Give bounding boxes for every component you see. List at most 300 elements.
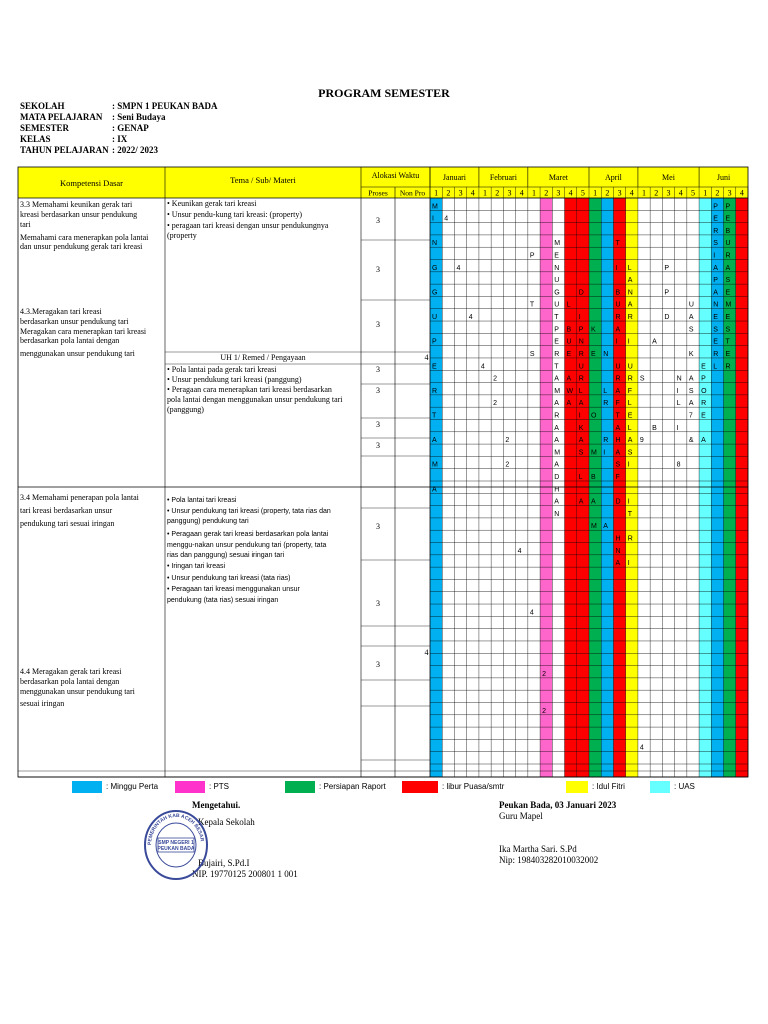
tema-text: menggu-nakan unsur pendukung tari (property, tata <box>167 542 327 549</box>
week-cell-mark: A <box>627 437 633 445</box>
proses-value: 3 <box>376 660 380 669</box>
week-number: 3 <box>617 188 622 198</box>
meta-key: SEKOLAH <box>20 101 65 111</box>
week-cell-mark: R <box>554 350 560 358</box>
week-number: 1 <box>593 188 598 198</box>
tema-text: • Iringan tari kreasi <box>167 563 226 570</box>
week-cell-mark: E <box>713 215 718 223</box>
week-cell-mark: I <box>615 264 618 272</box>
week-cell-mark: G <box>432 289 438 297</box>
week-cell-mark: E <box>701 363 706 371</box>
week-number: 2 <box>605 188 610 198</box>
week-number: 2 <box>495 188 500 198</box>
month-label: Maret <box>548 173 568 182</box>
legend-label: : Persiapan Raport <box>319 782 386 791</box>
week-cell-mark: N <box>554 264 560 272</box>
week-cell-mark: L <box>676 400 681 408</box>
week-cell-mark: U <box>615 363 621 371</box>
week-cell-mark: D <box>664 314 670 322</box>
week-number: 2 <box>544 188 549 198</box>
week-cell-mark: R <box>627 535 633 543</box>
week-cell-mark: 4 <box>456 264 461 272</box>
week-cell-mark: T <box>615 412 620 420</box>
week-number: 4 <box>470 188 475 198</box>
week-cell-mark: A <box>554 400 559 408</box>
kd-text: 4.4 Meragakan gerak tari kreasi <box>20 667 122 676</box>
week-cell-mark: R <box>603 400 609 408</box>
week-cell-mark: U <box>615 301 621 309</box>
proses-value: 3 <box>376 320 380 329</box>
week-cell-mark: L <box>603 387 608 395</box>
meta-value: : Seni Budaya <box>112 112 166 122</box>
tema-text: • Peragaan gerak tari kreasi berdasarkan pola lantai <box>167 531 329 538</box>
week-cell-mark: M <box>554 240 561 248</box>
tema-text: • Keunikan gerak tari kreasi <box>167 199 257 208</box>
kd-text: 4.3.Meragakan tari kreasi <box>20 307 102 316</box>
kd-text: kreasi berdasarkan unsur pendukung <box>20 210 138 219</box>
meta-key: MATA PELAJARAN <box>20 112 103 122</box>
legend-swatch <box>402 781 438 793</box>
week-cell-mark: N <box>615 547 621 555</box>
tema-text: • peragaan tari kreasi dengan unsur pendukungnya <box>167 221 329 230</box>
week-number: 1 <box>434 188 439 198</box>
week-cell-mark: R <box>578 375 584 383</box>
week-cell-mark: T <box>432 412 437 420</box>
kd-text: menggunakan unsur pendukung tari <box>20 349 135 358</box>
week-cell-mark: S <box>688 326 694 334</box>
week-number: 3 <box>556 188 561 198</box>
week-cell-mark: S <box>725 277 731 285</box>
tema-text: (panggung) <box>167 405 204 414</box>
teacher-label: Guru Mapel <box>499 811 543 821</box>
week-cell-mark: R <box>554 412 560 420</box>
week-cell-mark: T <box>627 510 632 518</box>
tema-text: • Pola lantai pada gerak tari kreasi <box>167 365 277 374</box>
week-cell-mark: K <box>578 424 584 432</box>
week-cell-mark: U <box>566 338 572 346</box>
week-cell-mark: B <box>566 326 572 334</box>
kd-text: Meragakan cara menerapkan tari kreasi <box>20 327 147 336</box>
week-cell-mark: 4 <box>444 215 449 223</box>
meta-key: SEMESTER <box>20 123 70 133</box>
tema-text: • Unsur pendu-kung tari kreasi: (property) <box>167 210 302 219</box>
week-cell-mark: A <box>578 437 584 445</box>
week-number: 3 <box>727 188 732 198</box>
week-cell-mark: R <box>713 350 719 358</box>
week-cell-mark: U <box>627 363 633 371</box>
week-cell-mark: S <box>713 326 718 334</box>
meta-key: TAHUN PELAJARAN <box>20 145 109 155</box>
week-number: 5 <box>580 188 585 198</box>
week-cell-mark: A <box>615 424 621 432</box>
week-cell-mark: E <box>627 412 633 420</box>
week-cell-mark: P <box>664 289 670 297</box>
week-cell-mark: A <box>603 523 608 531</box>
kd-text: Memahami cara menerapkan pola lantai <box>20 233 149 242</box>
month-label: Februari <box>489 173 517 182</box>
week-cell-mark: U <box>554 301 560 309</box>
week-cell-mark: 8 <box>676 461 681 469</box>
proses-value: 3 <box>376 265 380 274</box>
week-cell-mark: D <box>615 498 621 506</box>
week-cell-mark: H <box>615 535 621 543</box>
week-cell-mark: N <box>603 350 609 358</box>
week-cell-mark: M <box>554 449 561 457</box>
week-cell-mark: L <box>578 474 583 481</box>
headmaster-nip: NIP. 19770125 200801 1 001 <box>192 869 298 879</box>
week-cell-mark: I <box>676 424 679 432</box>
week-cell-mark: E <box>713 338 718 346</box>
tema-text: pendukung (tata rias) sesuai iringan <box>167 597 279 604</box>
week-cell-mark: F <box>615 400 620 408</box>
week-cell-mark: P <box>664 264 670 272</box>
kd-text: berdasarkan pola lantai dengan <box>20 336 120 345</box>
week-cell-mark: I <box>627 461 630 469</box>
kd-text: berdasarkan pola lantai dengan <box>20 677 120 686</box>
week-cell-mark: M <box>591 449 597 457</box>
tema-text: • Unsur pendukung tari kreasi (tata rias) <box>167 575 291 582</box>
week-cell-mark: S <box>639 375 645 383</box>
week-cell-mark: A <box>652 338 657 346</box>
week-cell-mark: T <box>615 240 620 248</box>
week-cell-mark: R <box>713 227 719 235</box>
header-alokasi: Alokasi Waktu <box>371 171 420 180</box>
week-cell-mark: A <box>432 486 437 494</box>
kd-text: 3.4 Memahami penerapan pola lantai <box>20 493 139 502</box>
week-cell-mark: A <box>554 498 559 506</box>
teacher-name: Ika Martha Sari. S.Pd <box>499 844 577 854</box>
week-number: 4 <box>629 188 634 198</box>
school-stamp <box>143 808 209 882</box>
week-number: 3 <box>507 188 512 198</box>
week-cell-mark: E <box>591 350 596 358</box>
kd-text: tari <box>20 220 31 229</box>
week-cell-mark: N <box>578 338 584 346</box>
week-cell-mark: I <box>627 498 630 506</box>
week-cell-mark: 2 <box>505 461 510 469</box>
week-cell-mark: R <box>701 400 707 408</box>
week-number: 1 <box>483 188 488 198</box>
week-cell-mark: L <box>627 264 632 272</box>
meta-value: : SMPN 1 PEUKAN BADA <box>112 101 218 111</box>
kd-text: pendukung tari sesuai iringan <box>20 519 115 528</box>
week-cell-mark: A <box>615 560 621 568</box>
tema-text: • Peragaan tari kreasi menggunakan unsur <box>167 586 300 593</box>
week-cell-mark: R <box>725 363 731 371</box>
week-cell-mark: M <box>591 523 597 531</box>
week-cell-mark: 4 <box>639 744 644 752</box>
header-nonpro: Non Pro <box>399 188 426 198</box>
week-cell-mark: R <box>615 375 621 383</box>
legend-label: : Idul Fitri <box>592 782 625 791</box>
week-cell-mark: T <box>529 301 535 309</box>
week-cell-mark: N <box>432 240 438 248</box>
proses-value: 3 <box>376 365 380 374</box>
week-cell-mark: I <box>627 560 630 568</box>
week-cell-mark: P <box>529 252 535 260</box>
legend-label: : Minggu Perta <box>106 782 159 791</box>
week-cell-mark: A <box>578 498 584 506</box>
week-cell-mark: 4 <box>529 609 534 617</box>
stamp-ring-text: PEMERINTAH KAB ACEH BESAR <box>146 812 205 846</box>
week-cell-mark: E <box>725 215 731 223</box>
week-cell-mark: A <box>615 387 621 395</box>
week-cell-mark: D <box>554 474 560 481</box>
week-cell-mark: 2 <box>542 670 546 678</box>
week-cell-mark: E <box>725 350 731 358</box>
tema-text: • Unsur pendukung tari kreasi (panggung) <box>167 375 302 384</box>
week-cell-mark: H <box>554 486 560 494</box>
meta-value: : GENAP <box>112 123 149 133</box>
legend-swatch <box>285 781 315 793</box>
kd-text: dan unsur pendukung gerak tari kreasi <box>20 242 143 251</box>
week-cell-mark: I <box>578 412 581 420</box>
week-number: 5 <box>690 188 695 198</box>
proses-value: 3 <box>376 441 380 450</box>
week-cell-mark: B <box>725 227 731 235</box>
signature-right <box>499 800 616 866</box>
teacher-nip: Nip: 198403282010032002 <box>499 855 599 865</box>
week-cell-mark: 4 <box>480 363 485 371</box>
header-kd: Kompetensi Dasar <box>59 178 124 188</box>
week-cell-mark: S <box>529 350 535 358</box>
week-cell-mark: P <box>725 203 731 211</box>
proses-value: 3 <box>376 386 380 395</box>
week-cell-mark: A <box>713 289 718 297</box>
meta-key: KELAS <box>20 134 51 144</box>
week-cell-mark: I <box>432 215 434 223</box>
week-cell-mark: E <box>554 252 559 260</box>
header-tema: Tema / Sub/ Materi <box>230 175 296 185</box>
legend-label: : UAS <box>674 782 695 791</box>
week-number: 1 <box>642 188 647 198</box>
week-cell-mark: M <box>432 203 438 211</box>
week-cell-mark: A <box>627 277 633 285</box>
week-cell-mark: N <box>627 289 633 297</box>
week-cell-mark: P <box>578 326 584 334</box>
tema-text: panggung) pendukung tari <box>167 518 249 525</box>
month-label: Januari <box>442 173 467 182</box>
week-cell-mark: & <box>688 437 694 445</box>
legend-swatch <box>650 781 670 793</box>
week-cell-mark: P <box>713 203 718 211</box>
week-cell-mark: B <box>591 474 596 481</box>
week-cell-mark: S <box>615 461 621 469</box>
week-cell-mark: R <box>578 350 584 358</box>
week-cell-mark: I <box>578 314 581 322</box>
kd-text: 3.3 Memahami keunikan gerak tari <box>20 200 133 209</box>
legend-label: : libur Puasa/smtr <box>442 782 505 791</box>
acknowledged-label: Mengetahui. <box>192 800 241 810</box>
week-cell-mark: A <box>566 400 572 408</box>
week-cell-mark: E <box>432 363 437 371</box>
week-cell-mark: M <box>554 387 561 395</box>
week-cell-mark: E <box>725 314 731 322</box>
week-cell-mark: A <box>688 375 694 383</box>
week-cell-mark: L <box>566 301 571 309</box>
week-number: 2 <box>446 188 451 198</box>
week-cell-mark: A <box>432 437 437 445</box>
week-number: 3 <box>458 188 463 198</box>
week-cell-mark: A <box>554 375 559 383</box>
week-cell-mark: D <box>578 289 584 297</box>
week-cell-mark: O <box>591 412 597 420</box>
legend-label: : PTS <box>209 782 230 791</box>
week-cell-mark: 4 <box>517 547 522 555</box>
kd-text: menggunakan unsur pendukung tari <box>20 687 135 696</box>
week-cell-mark: H <box>615 437 621 445</box>
week-cell-mark: I <box>713 252 716 260</box>
week-cell-mark: P <box>713 277 718 285</box>
week-cell-mark: A <box>554 424 559 432</box>
week-cell-mark: O <box>701 387 707 395</box>
week-cell-mark: K <box>591 326 596 334</box>
tema-text: • Unsur pendukung tari kreasi (property, tata rias dan <box>167 508 331 515</box>
legend-swatch <box>72 781 102 793</box>
kd-text: tari kreasi berdasarkan unsur <box>20 506 113 515</box>
week-number: 2 <box>715 188 720 198</box>
week-cell-mark: R <box>627 375 633 383</box>
week-cell-mark: 4 <box>468 314 473 322</box>
week-number: 1 <box>703 188 708 198</box>
legend-swatch <box>175 781 205 793</box>
week-number: 2 <box>654 188 659 198</box>
week-cell-mark: R <box>432 387 438 395</box>
week-cell-mark: L <box>627 424 632 432</box>
page-title: PROGRAM SEMESTER <box>318 86 450 100</box>
week-cell-mark: L <box>713 363 718 371</box>
week-cell-mark: A <box>627 301 633 309</box>
week-cell-mark: A <box>688 400 694 408</box>
legend-swatch <box>566 781 588 793</box>
kd-text: sesuai iringan <box>20 699 65 708</box>
week-cell-mark: L <box>627 400 632 408</box>
week-cell-mark: 2 <box>493 375 498 383</box>
week-cell-mark: 7 <box>688 412 693 420</box>
week-cell-mark: U <box>688 301 694 309</box>
week-cell-mark: M <box>725 301 732 309</box>
week-cell-mark: P <box>432 338 437 346</box>
week-cell-mark: L <box>578 387 583 395</box>
week-cell-mark: S <box>627 449 633 457</box>
week-cell-mark: R <box>615 314 621 322</box>
week-cell-mark: A <box>688 314 694 322</box>
tema-text: • Pola lantai tari kreasi <box>167 497 237 504</box>
week-cell-mark: U <box>725 240 731 248</box>
week-cell-mark: P <box>554 326 559 334</box>
week-cell-mark: S <box>713 240 718 248</box>
week-cell-mark: I <box>615 338 618 346</box>
week-number: 3 <box>666 188 671 198</box>
table-frame <box>18 167 748 777</box>
headmaster-name: Bujairi, S.Pd.I <box>198 858 250 868</box>
week-cell-mark: A <box>713 264 718 272</box>
stamp-center-1: SMP NEGERI 1 <box>158 840 194 846</box>
week-cell-mark: R <box>627 314 633 322</box>
place-date: Peukan Bada, 03 Januari 2023 <box>499 800 617 810</box>
meta-value: : 2022/ 2023 <box>112 145 158 155</box>
week-cell-mark: W <box>566 387 574 395</box>
week-cell-mark: R <box>603 437 609 445</box>
week-cell-mark: A <box>591 498 596 506</box>
week-number: 4 <box>678 188 683 198</box>
week-cell-mark: U <box>578 363 584 371</box>
week-cell-mark: I <box>603 449 606 457</box>
month-label: Mei <box>662 173 675 182</box>
week-cell-mark: G <box>432 264 438 272</box>
week-cell-mark: G <box>554 289 560 297</box>
week-cell-mark: A <box>725 264 731 272</box>
proses-value: 3 <box>376 599 380 608</box>
week-cell-mark: M <box>432 461 438 469</box>
week-cell-mark: N <box>676 375 682 383</box>
tema-text: (property <box>167 231 197 240</box>
week-cell-mark: E <box>701 412 706 420</box>
week-number: 4 <box>519 188 524 198</box>
week-cell-mark: 2 <box>542 707 546 715</box>
proses-value: 3 <box>376 522 380 531</box>
week-cell-mark: S <box>688 387 694 395</box>
week-cell-mark: I <box>676 387 679 395</box>
stamp-center-2: PEUKAN BADA <box>157 846 195 852</box>
headmaster-label: Kepala Sekolah <box>198 817 255 827</box>
week-number: 4 <box>568 188 573 198</box>
meta-value: : IX <box>112 134 128 144</box>
week-cell-mark: B <box>615 289 621 297</box>
week-cell-mark: E <box>554 338 559 346</box>
tema-text: UH 1/ Remed / Pengayaan <box>220 353 306 362</box>
tema-text: rias dan panggung) sesuai iringan tari <box>167 552 285 559</box>
week-cell-mark: 9 <box>639 437 644 445</box>
month-label: April <box>605 173 622 182</box>
week-cell-mark: N <box>554 510 560 518</box>
week-cell-mark: 2 <box>493 400 498 408</box>
nonpro-value: 4 <box>424 648 429 657</box>
week-cell-mark: S <box>725 326 731 334</box>
month-label: Juni <box>716 173 731 182</box>
week-cell-mark: T <box>725 338 730 346</box>
week-cell-mark: P <box>701 375 706 383</box>
week-cell-mark: B <box>652 424 657 432</box>
kd-text: berdasarkan unsur pendukung tari <box>20 317 129 326</box>
header-proses: Proses <box>368 188 388 198</box>
week-cell-mark: E <box>566 350 572 358</box>
week-cell-mark: S <box>578 449 584 457</box>
week-cell-mark: R <box>725 252 731 260</box>
week-cell-mark: T <box>554 314 559 322</box>
tema-text: • Peragaan cara menerapkan tari kreasi berdasarkan <box>167 385 332 394</box>
nonpro-value: 4 <box>424 353 429 362</box>
proses-value: 3 <box>376 420 380 429</box>
week-cell-mark: N <box>713 301 719 309</box>
week-number: 1 <box>531 188 536 198</box>
week-cell-mark: A <box>554 461 559 469</box>
week-cell-mark: F <box>615 474 620 481</box>
week-cell-mark: A <box>615 326 621 334</box>
proses-value: 3 <box>376 216 380 225</box>
week-cell-mark: A <box>701 437 706 445</box>
week-cell-mark: 2 <box>505 437 510 445</box>
week-number: 4 <box>739 188 744 198</box>
week-cell-mark: U <box>432 314 438 322</box>
week-cell-mark: E <box>713 314 718 322</box>
week-cell-mark: U <box>554 277 560 285</box>
week-cell-mark: K <box>688 350 694 358</box>
week-cell-mark: I <box>627 338 630 346</box>
tema-text: pola lantai dengan menggunakan unsur pendukung tari <box>167 395 343 404</box>
week-cell-mark: T <box>554 363 559 371</box>
week-cell-mark: A <box>566 375 572 383</box>
